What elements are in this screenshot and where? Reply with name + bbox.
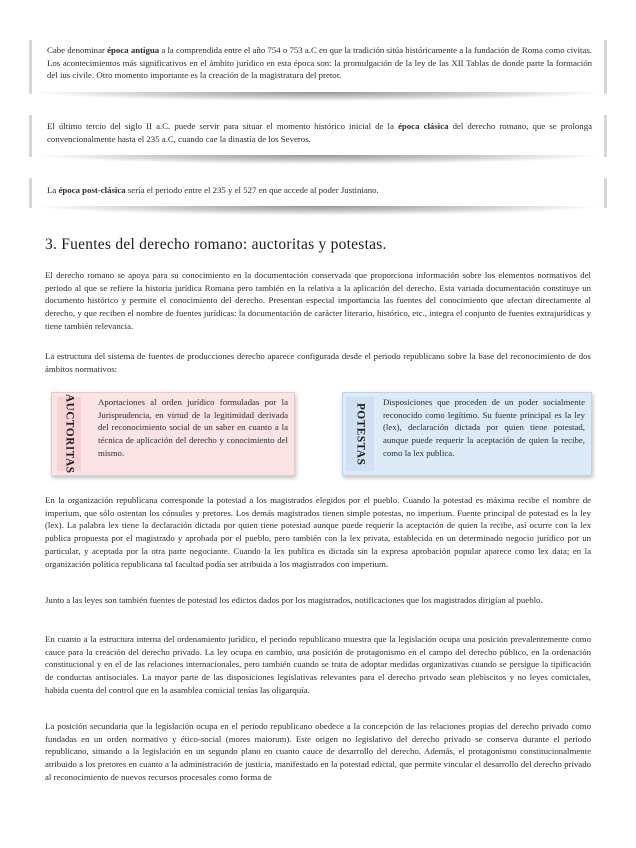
potestas-tab bbox=[346, 397, 374, 471]
callout-epoca-clasica bbox=[29, 115, 607, 157]
section-heading: 3. Fuentes del derecho romano: auctoritas y potestas. bbox=[45, 236, 387, 253]
auctoritas-label: AUCTORITAS bbox=[63, 394, 76, 474]
callout-text-pre: El último tercio del siglo II a.C. puede servir para situar el momento histórico inicial de la bbox=[47, 121, 398, 131]
auctoritas-tab bbox=[57, 394, 81, 474]
callout-text-pre: Cabe denominar bbox=[47, 45, 108, 55]
callout-term-epoca-antigua: época antigua bbox=[107, 45, 160, 55]
callout-term-epoca-clasica: época clásica bbox=[397, 121, 449, 131]
callout-text-post: del derecho romano, que se prolonga convencionalmente hasta el 235 a.C, cuando cae la dinastía de los Severos. bbox=[47, 121, 593, 144]
paragraph-estructura-interna: En cuanto a la estructura interna del ordenamiento jurídico, el periodo republicano muestra que la legislación ocupa una posición prevalentemente como cauce para la creación del derecho privado. La ley ocupa en cambio, una posición de protagonismo en el campo del derecho público, en la ordenación constitucional y en el de las relaciones internacionales, pero también cuando se trata de adoptar medidas organizativas cuando se persigue la tipificación de conductas antisociales. La mayor parte de las disposiciones legislativas relevantes para el derecho privado sean plebiscitos y no leyes comiciales, habida cuenta del control que en la asamblea comicial tenías las oligarquía. bbox=[45, 634, 591, 695]
potestas-label: POTESTAS bbox=[354, 402, 367, 466]
potestas-text: Disposiciones que proceden de un poder socialmente reconocido como legítimo. Su fuente principal es la ley (lex), declaración dictada por quien tiene potestad, aunque puede requerir la aceptación de quien la recibe, como la lex publica. bbox=[383, 397, 585, 458]
paragraph-fuentes-conocimiento: El derecho romano se apoya para su conocimiento en la documentación conservada que proporciona información sobre los elementos normativos del periodo al que se refiere la historia jurídica Romana pero también en la relativa a la aplicación del derecho. Esta variada documentación constituye un documento histórico y permite el conocimiento del derecho. Presentan especial importancia las fuentes del conocimiento que afectan directamente al derecho, y que reciben el nombre de fuentes jurídicas: la documentación de carácter literario, histórico, etc., integra el conjunto de fuentes extrajurídicas y tiene también relevancia. bbox=[45, 270, 591, 331]
auctoritas-text: Aportaciones al orden jurídico formuladas por la Jurisprudencia, en virtud de la legitimidad derivada del reconocimiento social de un saber en cuanto a la técnica de aplicación del derecho y conocimiento del mismo. bbox=[98, 397, 288, 458]
callout-epoca-post-clasica bbox=[29, 178, 607, 208]
callout-term-epoca-post-clasica: época post-clásica bbox=[58, 185, 126, 195]
callout-text-post: a la comprendida entre el año 754 o 753 a.C en que la tradición sitúa históricamente a la fundación de Roma como civitas. Los acontecimientos más significativos en el ámbito jurídico en esta época son: la promulgación de la ley de las XII Tablas de donde parte la formación del ius civile. Otro momento importante es la creación de la magistratura del pretor. bbox=[47, 45, 592, 81]
callout-text-pre: La bbox=[47, 185, 59, 195]
potestas-box bbox=[342, 392, 592, 476]
paragraph-edictos: Junto a las leyes son también fuentes de potestad los edictos dados por los magistrados, notificaciones que los magistrados dirigían al pueblo. bbox=[45, 595, 543, 605]
paragraph-estructura-sistema: La estructura del sistema de fuentes de producciones derecho aparece configurada desde el periodo republicano sobre la base del reconocimiento de dos ámbitos normativos: bbox=[45, 351, 591, 374]
paragraph-posicion-secundaria: La posición secundaria que la legislación ocupa en el periodo republicano obedece a la concepción de las relaciones propias del derecho privado como fundadas en un orden normativo y ético-social (mores maiorum). Este origen no legislativo del derecho privado se conserva durante el periodo republicano, situando a la legislación en un segundo plano en cuanto cauce de desarrollo del derecho. Además, el protagonismo constitucionalmente atribuido a los pretores en cuanto a la administración de justicia, manifestado en la potestad edictal, que permite vincular el desarrollo del derecho privado al reconocimiento de nuevos recursos procesales como forma de bbox=[45, 721, 591, 782]
paragraph-organizacion-republicana: En la organización republicana corresponde la potestad a los magistrados elegidos por el pueblo. Cuando la potestad es máxima recibe el nombre de imperium, que sólo ostentan los cónsules y pretores. Los demás magistrados tienen simple potestas, no imperium. Fuente principal de potestad es la ley (lex). La palabra lex tiene la declaración dictada por quien tiene potestad aunque puede requerir la aceptación de quien la recibe, así ocurre con la lex publica propuesta por el magistrado y aprobada por el pueblo, pero también con la lex privata, establecida en un determinado negocio jurídico por un particular, y aceptada por la otra parte negociante. Cuando la lex publica es dictada sin la expresa aprobación popular aparece como lex data; en la organización política republicana tal facultad podía ser atribuida a los magistrados con imperium. bbox=[45, 495, 591, 569]
callout-epoca-antigua bbox=[29, 40, 607, 94]
auctoritas-box bbox=[51, 392, 295, 476]
callout-text-post: sería el periodo entre el 235 y el 527 en que accede al poder Justiniano. bbox=[125, 185, 379, 195]
